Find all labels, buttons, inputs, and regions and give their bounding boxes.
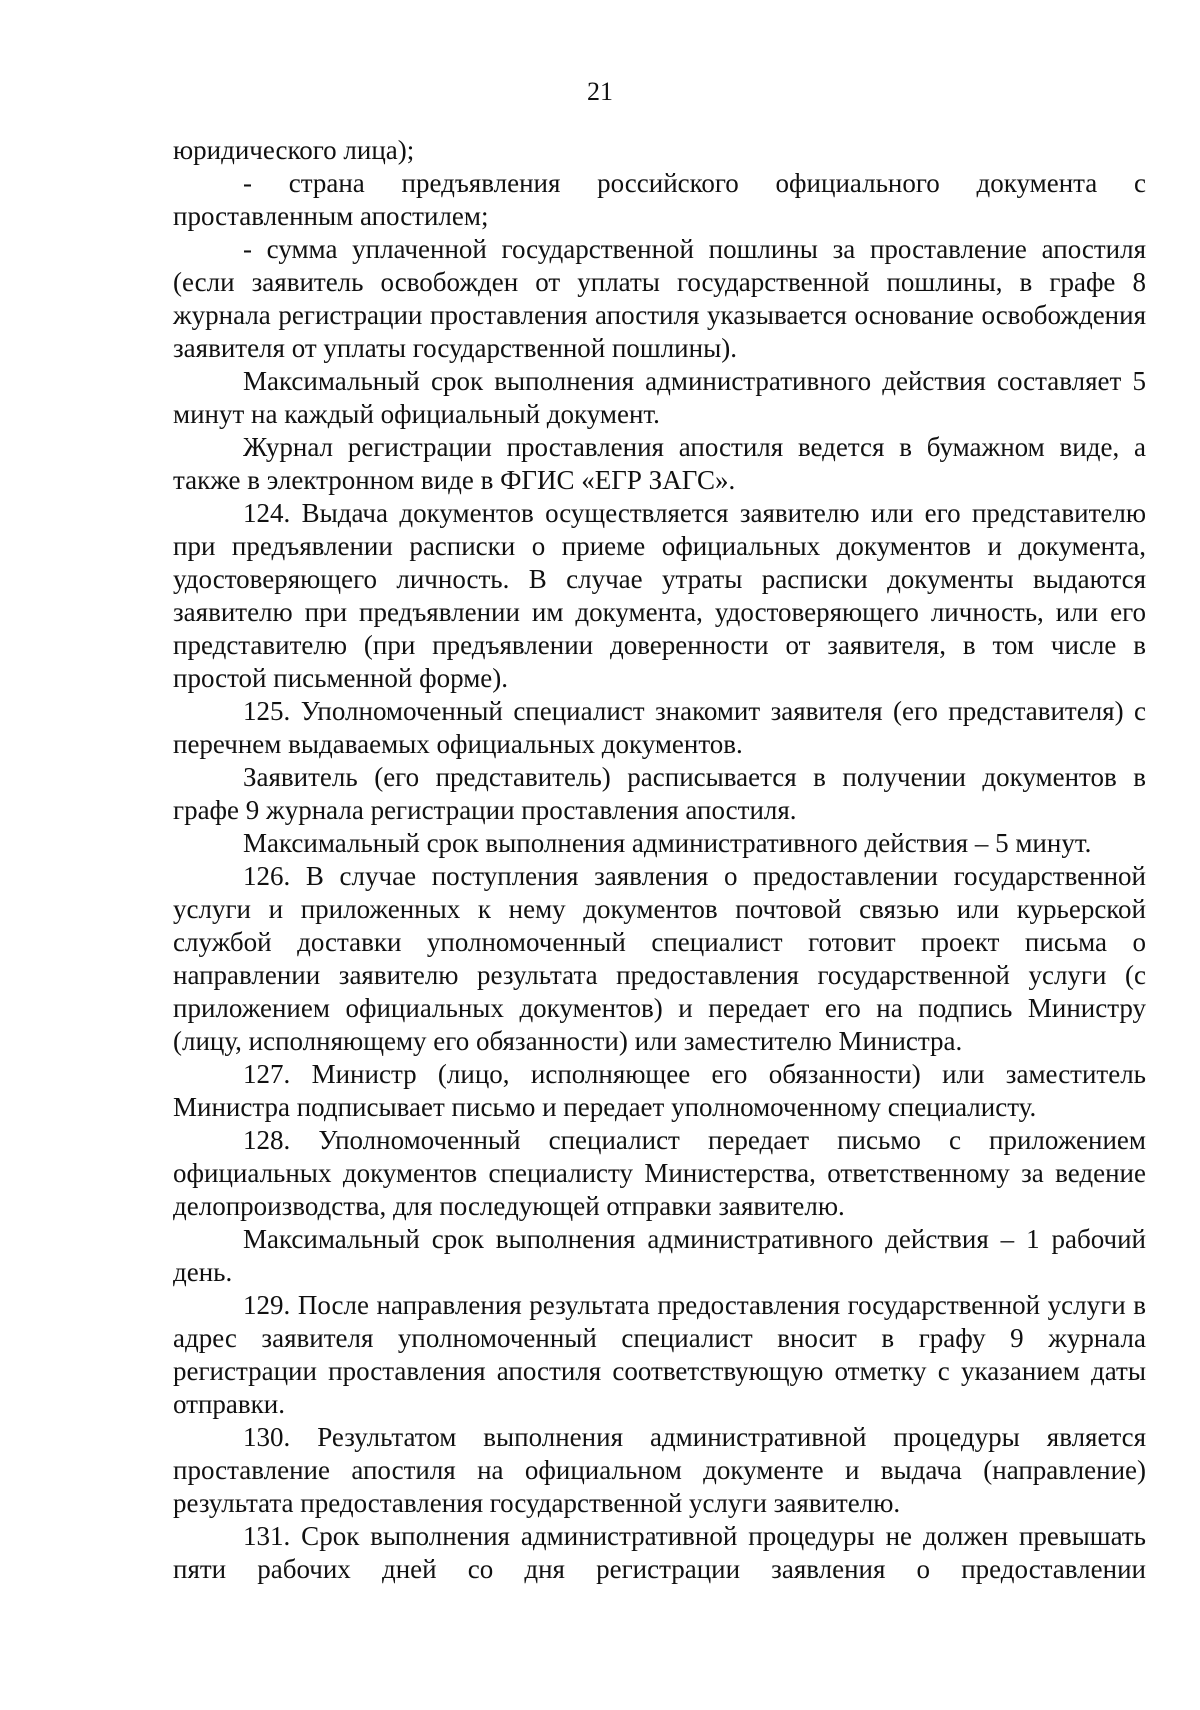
paragraph: 130. Результатом выполнения административной процедуры является проставление апостиля на официальном документе и выдача (направление) результата предоставления государственной услуги заявителю. (173, 1422, 1146, 1518)
paragraph: Максимальный срок выполнения административного действия – 1 рабочий день. (173, 1224, 1146, 1287)
paragraph: 131. Срок выполнения административной процедуры не должен превышать пяти рабочих дней со дня регистрации заявления о предоставлении (173, 1521, 1146, 1584)
paragraph: 127. Министр (лицо, исполняющее его обязанности) или заместитель Министра подписывает письмо и передает уполномоченному специалисту. (173, 1059, 1146, 1122)
paragraph: Максимальный срок выполнения административного действия составляет 5 минут на каждый официальный документ. (173, 366, 1146, 429)
paragraph: 125. Уполномоченный специалист знакомит заявителя (его представителя) с перечнем выдаваемых официальных документов. (173, 696, 1146, 759)
paragraph: Максимальный срок выполнения административного действия – 5 минут. (243, 828, 1092, 858)
paragraph: юридического лица); (173, 135, 415, 165)
paragraph: Журнал регистрации проставления апостиля ведется в бумажном виде, а также в электронном виде в ФГИС «ЕГР ЗАГС». (173, 432, 1146, 495)
paragraph: 126. В случае поступления заявления о предоставлении государственной услуги и приложенных к нему документов почтовой связью или курьерской службой доставки уполномоченный специалист готовит проект письма о направлении заявителю результата предоставления государственной услуги (с приложением официальных документов) и передает его на подпись Министру (лицу, исполняющему его обязанности) или заместителю Министра. (173, 861, 1146, 1056)
paragraph: - сумма уплаченной государственной пошлины за проставление апостиля (если заявитель освобожден от уплаты государственной пошлины, в графе 8 журнала регистрации проставления апостиля указывается основание освобождения заявителя от уплаты государственной пошлины). (173, 234, 1146, 363)
paragraph: Заявитель (его представитель) расписывается в получении документов в графе 9 журнала регистрации проставления апостиля. (173, 762, 1146, 825)
paragraph: - страна предъявления российского официального документа с проставленным апостилем; (173, 168, 1146, 231)
paragraph: 124. Выдача документов осуществляется заявителю или его представителю при предъявлении расписки о приеме официальных документов и документа, удостоверяющего личность. В случае утраты расписки документы выдаются заявителю при предъявлении им документа, удостоверяющего личность, или его представителю (при предъявлении доверенности от заявителя, в том числе в простой письменной форме). (173, 498, 1146, 693)
body-text (173, 134, 1146, 1586)
paragraph: 128. Уполномоченный специалист передает письмо с приложением официальных документов специалисту Министерства, ответственному за ведение делопроизводства, для последующей отправки заявителю. (173, 1125, 1146, 1221)
page-number: 21 (587, 77, 613, 106)
paragraph: 129. После направления результата предоставления государственной услуги в адрес заявителя уполномоченный специалист вносит в графу 9 журнала регистрации проставления апостиля соответствующую отметку с указанием даты отправки. (173, 1290, 1146, 1419)
